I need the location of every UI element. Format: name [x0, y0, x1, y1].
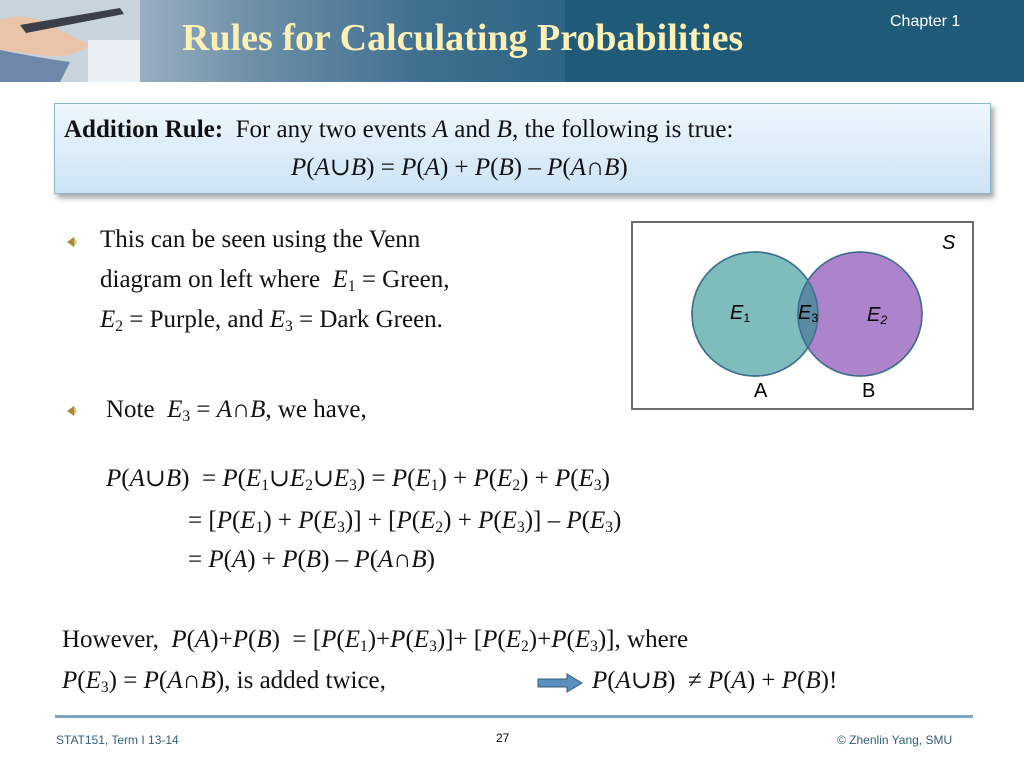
derivation-line1: P(A∪B) = $P(E_1\cup E_2\cup E_3) = P(E_1) + P(E_2) + P(E_3)$ — [106, 465, 610, 494]
bullet1-line3: $E_2$ = Purple, and $E_3$ = Dark Green. — [100, 306, 443, 335]
set-b-label: B — [862, 380, 876, 402]
event-a: A — [432, 116, 449, 143]
implies-arrow-icon — [537, 673, 583, 693]
slide-title: Rules for Calculating Probabilities — [182, 17, 744, 59]
conclusion-line2-left: $P(E_3)$ = P(A∩B), is added twice, — [62, 667, 386, 696]
event-b: B — [496, 116, 512, 143]
conclusion-line1: However, $P(A)+P(B) = [P(E_1)+P(E_3)]+ [P(E_2)+P(E_3)]$, where — [62, 626, 689, 655]
chapter-label: Chapter 1 — [890, 13, 961, 30]
derivation-line2: = $[P(E_1) + P(E_3)] + [P(E_2) + P(E_3)] - P(E_3)$ — [188, 507, 622, 536]
bullet1-line2: diagram on left where $E_1$ = Green, — [100, 266, 450, 295]
bullet1-line2-prefix: diagram on left where — [100, 266, 321, 293]
bullet1-line2-suffix: = Green, — [361, 266, 450, 293]
footer-divider — [55, 715, 973, 718]
bullet1-line3-mid: = Purple, and — [129, 306, 264, 333]
e1-label: $E_1$ — [730, 302, 751, 326]
rule-and: and — [454, 116, 491, 143]
e3-label: $E_3$ — [798, 302, 819, 326]
bullet1-line3-suffix: = Dark Green. — [299, 306, 443, 333]
footer-copyright: © Zhenlin Yang, SMU — [837, 733, 953, 747]
rule-prefix: For any two events — [235, 116, 427, 143]
e2-label: E2 — [867, 304, 888, 328]
bullet1-line1: This can be seen using the Venn — [100, 226, 421, 253]
bullet-arrow-icon — [66, 405, 78, 417]
rule-label: Addition Rule: — [64, 116, 224, 143]
rule-statement — [64, 116, 733, 144]
venn-diagram — [631, 221, 974, 410]
footer-course: STAT151, Term I 13-14 — [56, 733, 179, 747]
bullet-arrow-icon — [66, 236, 78, 248]
hand-with-pen-image — [0, 0, 140, 82]
conclusion-line2-right: P(A∪B) ≠ P(A) + P(B)! — [592, 667, 838, 694]
addition-rule-box — [54, 103, 991, 194]
set-a-label: A — [754, 380, 768, 402]
addition-rule-formula: P(A∪B) = P(A) + P(B) – P(A∩B) — [291, 154, 628, 181]
page-number: 27 — [496, 731, 510, 745]
bullet2-note: Note $E_3$ = A∩B, we have, — [106, 396, 367, 425]
derivation-line3: = P(A) + P(B) – P(A∩B) — [188, 546, 435, 573]
sample-space-label: S — [942, 232, 956, 254]
rule-suffix: , the following is true: — [511, 116, 734, 143]
